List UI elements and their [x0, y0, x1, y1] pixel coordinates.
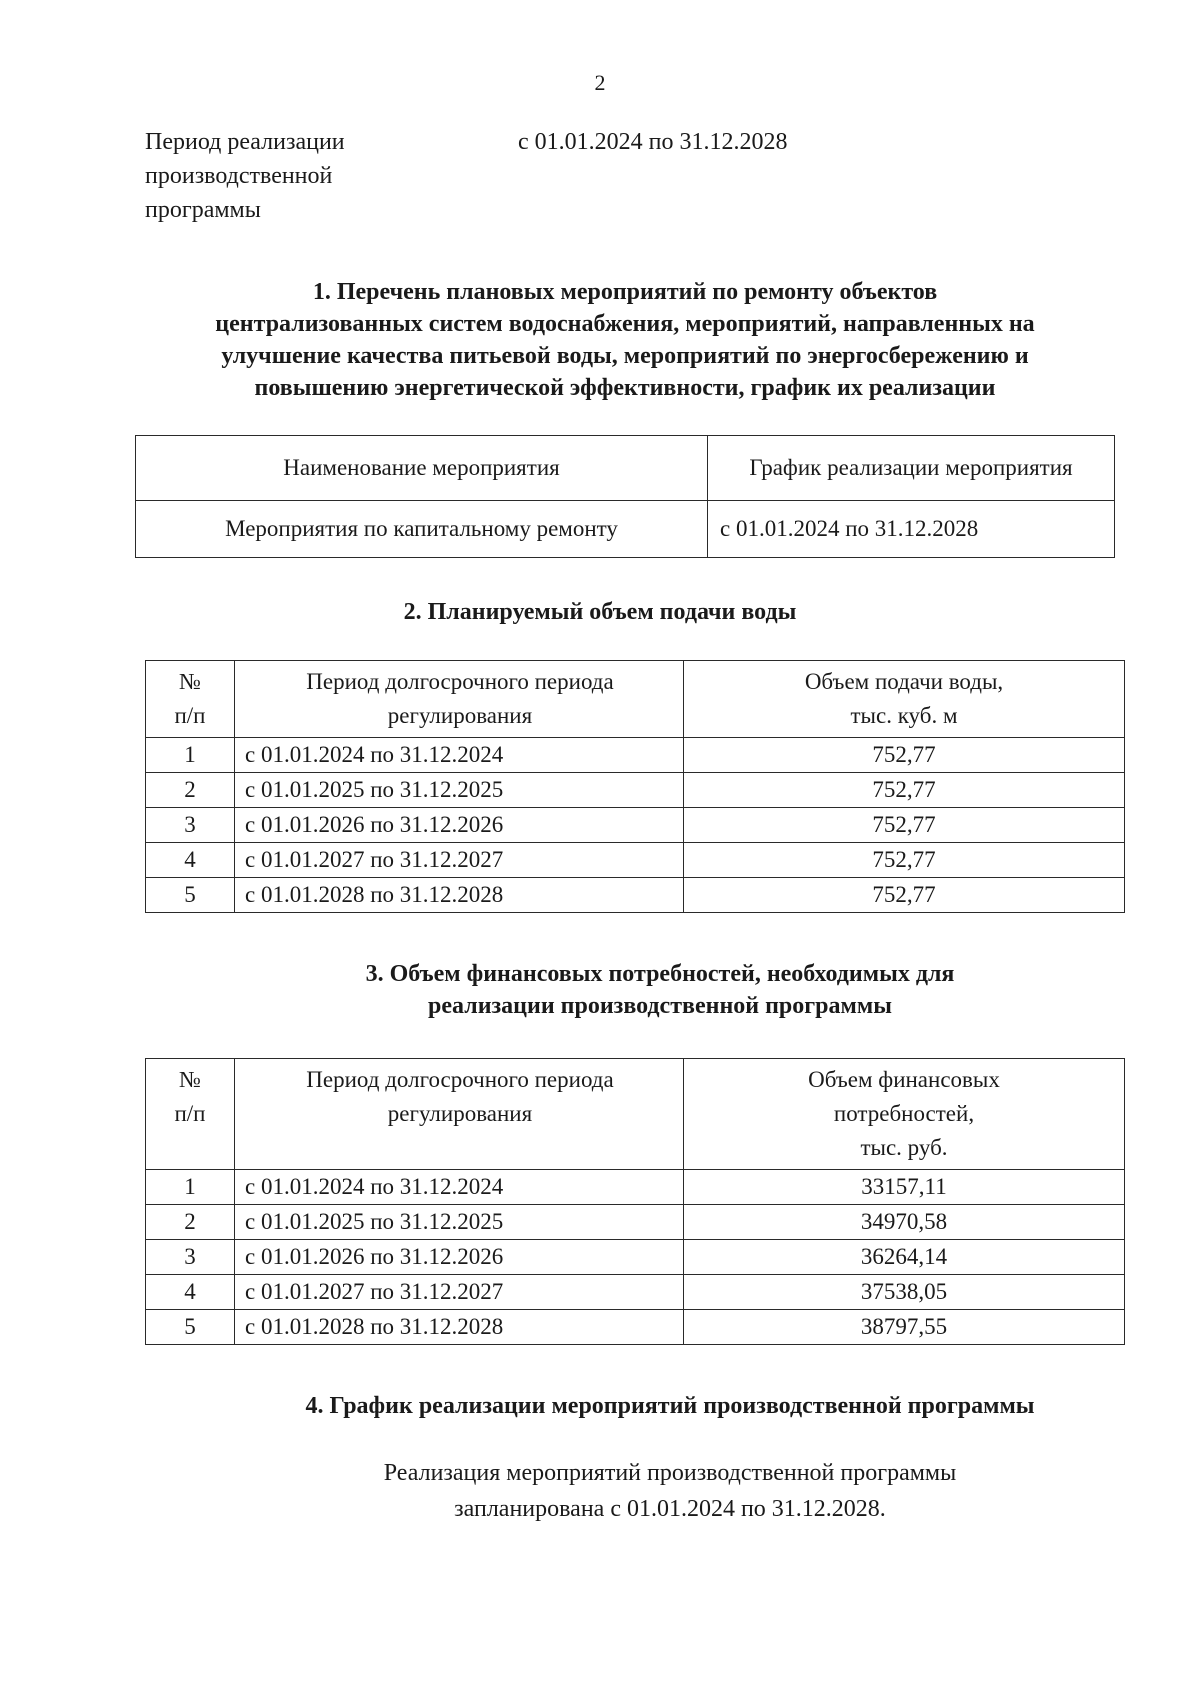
header-period-line: регулирования	[387, 703, 533, 728]
row-number: 5	[146, 1310, 235, 1345]
header-number-line: п/п	[174, 1101, 206, 1126]
row-period: с 01.01.2028 по 31.12.2028	[235, 878, 684, 913]
row-value: 38797,55	[684, 1310, 1125, 1345]
period-label-line: Период реализации	[145, 129, 345, 155]
row-value: 752,77	[684, 843, 1125, 878]
activity-schedule-cell: с 01.01.2024 по 31.12.2028	[708, 501, 1115, 558]
row-value: 36264,14	[684, 1240, 1125, 1275]
row-period: с 01.01.2026 по 31.12.2026	[235, 808, 684, 843]
implementation-note-line: запланирована с 01.01.2024 по 31.12.2028.	[454, 1496, 886, 1522]
implementation-note	[230, 1455, 1110, 1527]
section-1-title-line: централизованных систем водоснабжения, мероприятий, направленных на	[215, 311, 1035, 337]
table-header-row	[146, 661, 1125, 738]
section-1-title-line: 1. Перечень плановых мероприятий по ремонту объектов	[312, 279, 938, 305]
header-schedule: График реализации мероприятия	[708, 436, 1115, 501]
table-header-row	[146, 1059, 1125, 1170]
financial-needs-table	[145, 1058, 1125, 1345]
row-value: 37538,05	[684, 1275, 1125, 1310]
row-value: 752,77	[684, 878, 1125, 913]
section-3-title-line: 3. Объем финансовых потребностей, необходимых для	[365, 961, 955, 987]
section-4-title: 4. График реализации мероприятий производственной программы	[305, 1393, 1035, 1419]
row-value: 752,77	[684, 738, 1125, 773]
table-row	[146, 773, 1125, 808]
section-1-title	[130, 276, 1120, 404]
row-number: 1	[146, 1170, 235, 1205]
table-row	[146, 1310, 1125, 1345]
row-period: с 01.01.2025 по 31.12.2025	[235, 773, 684, 808]
row-number: 3	[146, 1240, 235, 1275]
row-value: 752,77	[684, 773, 1125, 808]
header-financial-volume	[684, 1059, 1125, 1170]
header-number-line: п/п	[174, 703, 206, 728]
activities-table	[135, 435, 1115, 558]
header-volume-line: тыс. куб. м	[850, 703, 958, 728]
section-1-title-line: улучшение качества питьевой воды, мероприятий по энергосбережению и	[221, 343, 1029, 369]
row-period: с 01.01.2024 по 31.12.2024	[235, 738, 684, 773]
header-number-line: №	[179, 669, 201, 694]
row-number: 5	[146, 878, 235, 913]
row-period: с 01.01.2026 по 31.12.2026	[235, 1240, 684, 1275]
row-period: с 01.01.2027 по 31.12.2027	[235, 843, 684, 878]
period-label-line: производственной	[145, 163, 333, 189]
header-number	[146, 1059, 235, 1170]
header-period-line: Период долгосрочного периода	[306, 1067, 614, 1092]
header-volume-line: тыс. руб.	[860, 1135, 948, 1160]
header-period	[235, 1059, 684, 1170]
table-row	[146, 843, 1125, 878]
header-period-line: Период долгосрочного периода	[306, 669, 614, 694]
header-period	[235, 661, 684, 738]
header-volume-line: Объем подачи воды,	[804, 669, 1004, 694]
activity-name-cell: Мероприятия по капитальному ремонту	[136, 501, 708, 558]
row-period: с 01.01.2024 по 31.12.2024	[235, 1170, 684, 1205]
header-water-volume	[684, 661, 1125, 738]
row-number: 4	[146, 1275, 235, 1310]
implementation-note-line: Реализация мероприятий производственной программы	[383, 1460, 957, 1486]
section-1-title-line: повышению энергетической эффективности, график их реализации	[254, 375, 996, 401]
row-value: 33157,11	[684, 1170, 1125, 1205]
header-number	[146, 661, 235, 738]
header-activity-name: Наименование мероприятия	[136, 436, 708, 501]
row-value: 752,77	[684, 808, 1125, 843]
row-value: 34970,58	[684, 1205, 1125, 1240]
table-row	[146, 1170, 1125, 1205]
header-volume-line: потребностей,	[833, 1101, 975, 1126]
header-number-line: №	[179, 1067, 201, 1092]
page-number: 2	[594, 70, 606, 95]
header-period-line: регулирования	[387, 1101, 533, 1126]
table-row	[146, 738, 1125, 773]
row-number: 2	[146, 773, 235, 808]
period-label	[145, 125, 465, 227]
header-volume-line: Объем финансовых	[808, 1067, 1000, 1092]
table-row	[146, 1240, 1125, 1275]
row-period: с 01.01.2025 по 31.12.2025	[235, 1205, 684, 1240]
section-2-title: 2. Планируемый объем подачи воды	[403, 599, 797, 625]
table-row	[146, 808, 1125, 843]
table-row	[146, 878, 1125, 913]
row-number: 2	[146, 1205, 235, 1240]
water-supply-table	[145, 660, 1125, 913]
row-period: с 01.01.2028 по 31.12.2028	[235, 1310, 684, 1345]
section-3-title	[300, 958, 1020, 1022]
row-period: с 01.01.2027 по 31.12.2027	[235, 1275, 684, 1310]
period-label-line: программы	[145, 197, 261, 223]
table-row	[136, 501, 1115, 558]
row-number: 4	[146, 843, 235, 878]
row-number: 3	[146, 808, 235, 843]
section-3-title-line: реализации производственной программы	[428, 993, 892, 1019]
table-row	[146, 1275, 1125, 1310]
period-value: с 01.01.2024 по 31.12.2028	[518, 129, 788, 155]
row-number: 1	[146, 738, 235, 773]
table-header-row	[136, 436, 1115, 501]
table-row	[146, 1205, 1125, 1240]
